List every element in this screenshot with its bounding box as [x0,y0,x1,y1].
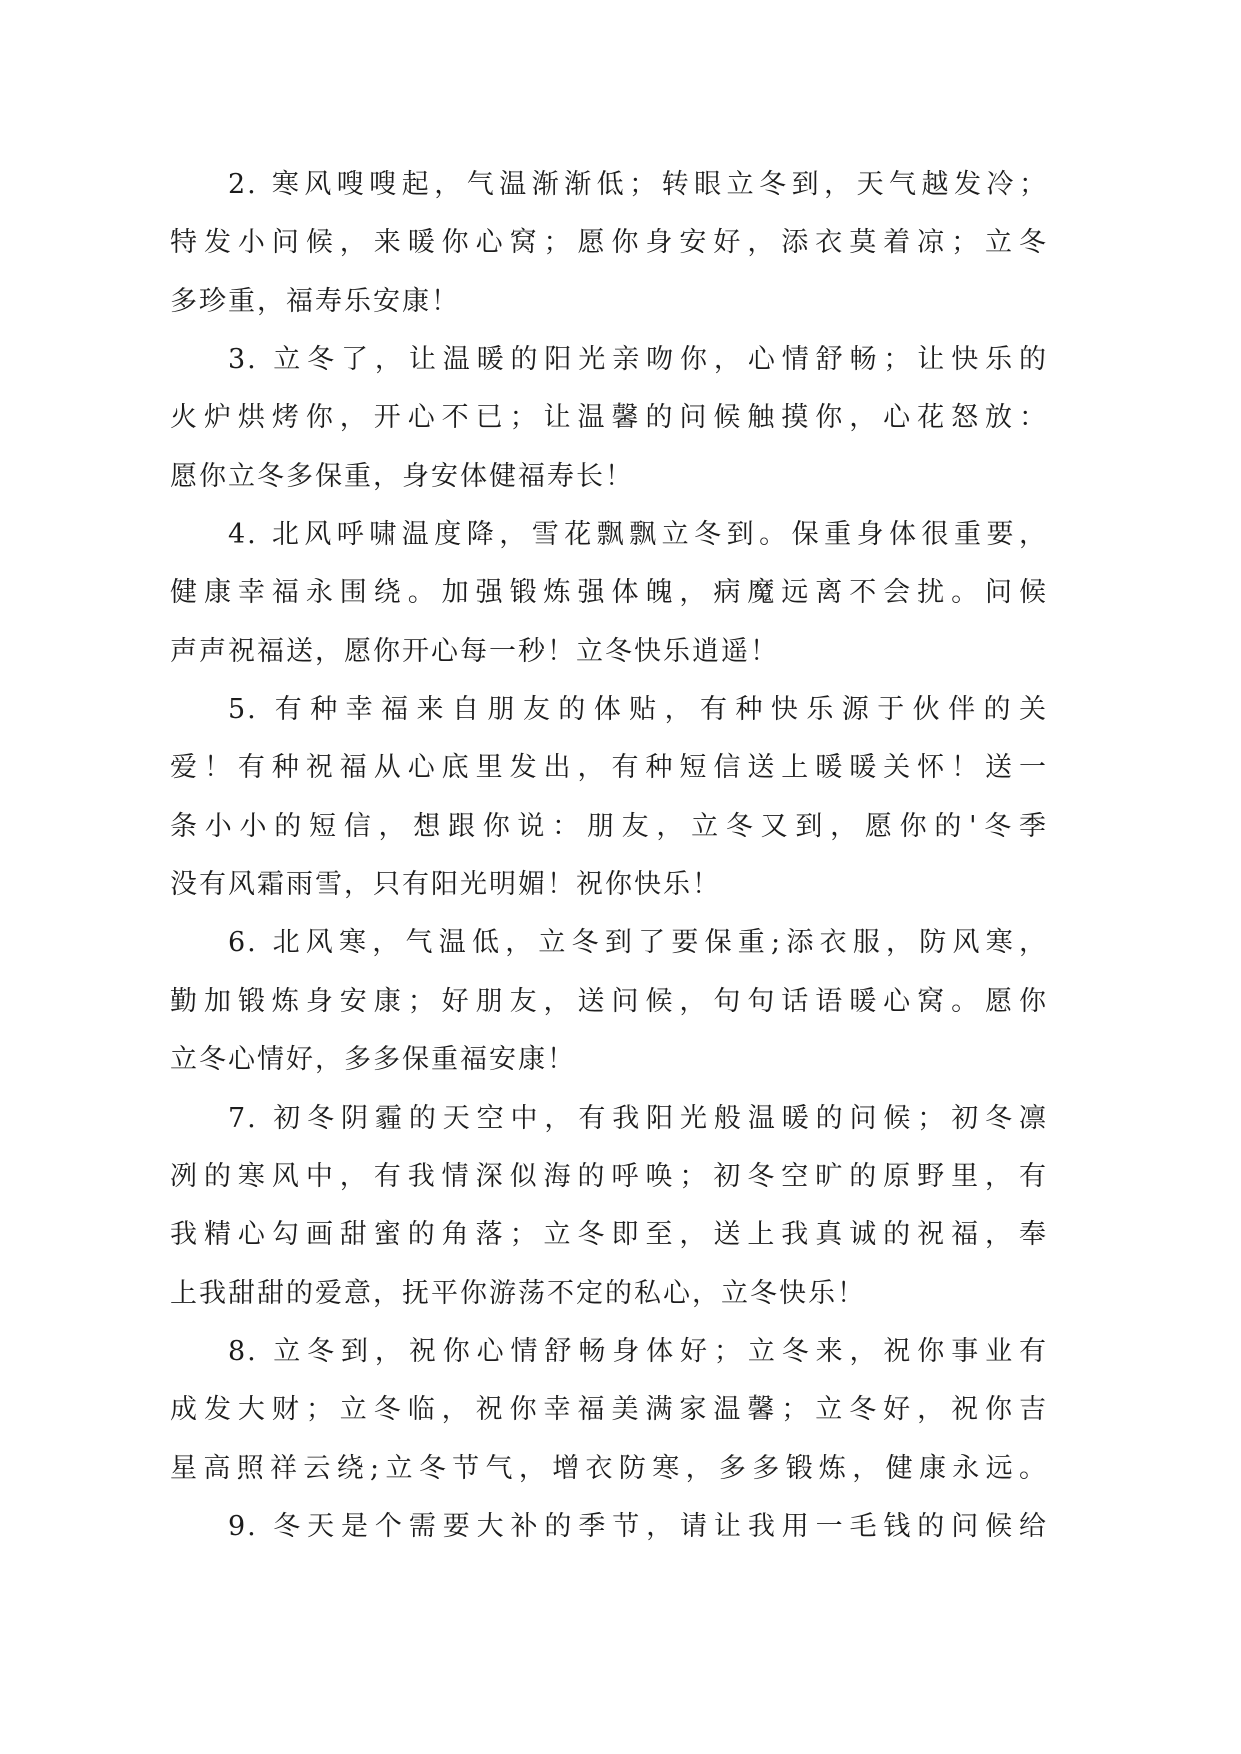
paragraph-line: 勤加锻炼身安康；好朋友，送问候，句句话语暖心窝。愿你 [170,985,1048,1017]
paragraph-line: 我精心勾画甜蜜的角落；立冬即至，送上我真诚的祝福，奉 [170,1219,1048,1251]
paragraph-line: 爱！有种祝福从心底里发出，有种短信送上暖暖关怀！送一 [170,752,1048,784]
paragraph-line: 上我甜甜的爱意，抚平你游荡不定的私心，立冬快乐！ [170,1277,866,1309]
paragraph-line: 7. 初冬阴霾的天空中，有我阳光般温暖的问候；初冬凛 [228,1102,1048,1134]
paragraph-line: 4. 北风呼啸温度降，雪花飘飘立冬到。保重身体很重要， [228,519,1048,551]
paragraph-6 [170,914,1048,1089]
paragraph-7 [170,1090,1048,1323]
paragraph-line: 条小小的短信，想跟你说：朋友，立冬又到，愿你的'冬季 [170,810,1048,842]
paragraph-3 [170,331,1048,506]
paragraph-line: 2. 寒风嗖嗖起，气温渐渐低；转眼立冬到，天气越发冷； [228,169,1048,200]
paragraph-line: 健康幸福永围绕。加强锻炼强体魄，病魔远离不会扰。问候 [170,577,1048,609]
paragraph-line: 多珍重，福寿乐安康！ [170,285,460,317]
paragraph-line: 5. 有种幸福来自朋友的体贴，有种快乐源于伙伴的关 [228,694,1048,726]
paragraph-line: 声声祝福送，愿你开心每一秒！立冬快乐逍遥！ [170,635,779,667]
paragraph-line: 愿你立冬多保重，身安体健福寿长！ [170,460,634,492]
paragraph-line: 星高照祥云绕;立冬节气，增衣防寒，多多锻炼，健康永远。 [170,1452,1048,1484]
paragraph-line: 火炉烘烤你，开心不已；让温馨的问候触摸你，心花怒放： [170,402,1048,434]
document-body [170,156,1048,1556]
paragraph-line: 3. 立冬了，让温暖的阳光亲吻你，心情舒畅；让快乐的 [228,344,1048,376]
paragraph-8 [170,1323,1048,1498]
paragraph-line: 特发小问候，来暖你心窝；愿你身安好，添衣莫着凉；立冬 [170,227,1048,259]
paragraph-2 [170,156,1048,331]
paragraph-line: 立冬心情好，多多保重福安康！ [170,1044,576,1076]
paragraph-4 [170,506,1048,681]
paragraph-line: 8. 立冬到，祝你心情舒畅身体好；立冬来，祝你事业有 [228,1335,1048,1367]
paragraph-line: 6. 北风寒，气温低，立冬到了要保重;添衣服，防风寒， [228,927,1048,959]
paragraph-5 [170,681,1048,914]
paragraph-9 [170,1498,1048,1556]
paragraph-line: 冽的寒风中，有我情深似海的呼唤；初冬空旷的原野里，有 [170,1160,1048,1192]
paragraph-line: 没有风霜雨雪，只有阳光明媚！祝你快乐！ [170,869,721,901]
paragraph-line: 成发大财；立冬临，祝你幸福美满家温馨；立冬好，祝你吉 [170,1394,1048,1426]
paragraph-line: 9. 冬天是个需要大补的季节，请让我用一毛钱的问候给 [228,1510,1048,1542]
